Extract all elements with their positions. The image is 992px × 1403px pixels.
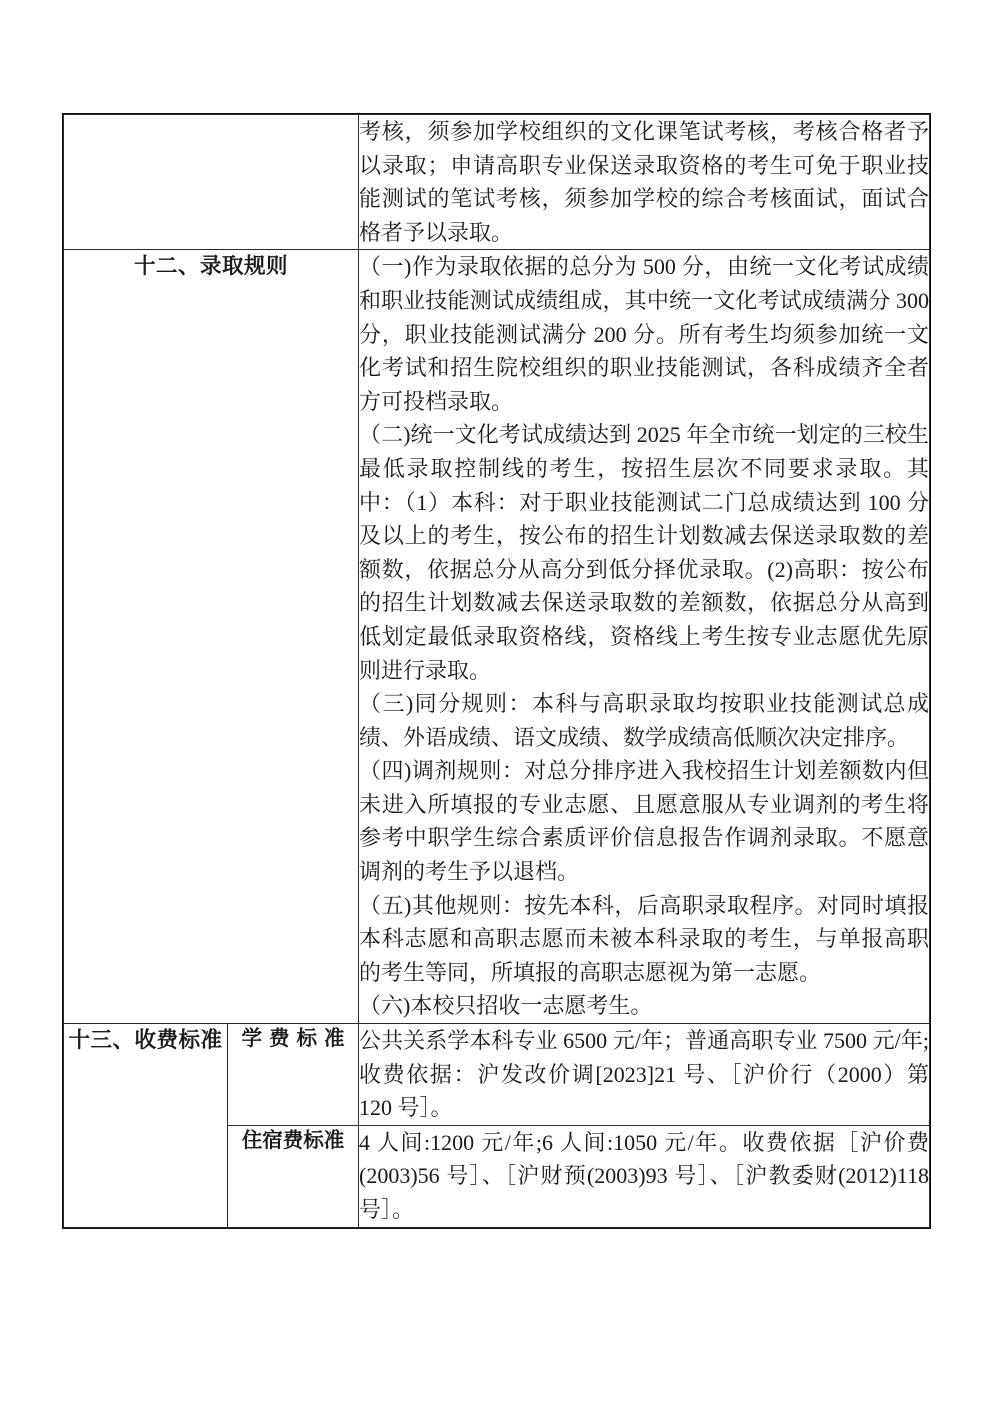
- admissions-info-table: [63, 114, 930, 1228]
- sublabel-accommodation-fee: 住宿费标准: [228, 1125, 359, 1227]
- continuation-body-cell: [359, 115, 930, 250]
- rule-item-1: （一)作为录取依据的总分为 500 分，由统一文化考试成绩和职业技能测试成绩组成，其中统一文化考试成绩满分 300 分，职业技能测试满分 200 分。所有考生均须参加统一文化考试和招生院校组织的职业技能测试，各科成绩齐全者方可投档录取。: [359, 254, 929, 414]
- continuation-paragraph: 考核，须参加学校组织的文化课笔试考核，考核合格者予以录取；申请高职专业保送录取资格的考生可免于职业技能测试的笔试考核，须参加学校的综合考核面试，面试合格者予以录取。: [359, 119, 929, 245]
- rule-item-6: （六)本校只招收一志愿考生。: [359, 993, 653, 1019]
- accommodation-fee-body-cell: [359, 1125, 930, 1227]
- sublabel-tuition-fee: 学费标准: [228, 1024, 359, 1126]
- rule-item-5: （五)其他规则：按先本科，后高职录取程序。对同时填报本科志愿和高职志愿而未被本科录取的考生，与单报高职的考生等同，所填报的高职志愿视为第一志愿。: [359, 892, 929, 985]
- section-label-admission-rules: 十二、录取规则: [64, 250, 359, 1024]
- rule-item-4: （四)调剂规则：对总分排序进入我校招生计划差额数内但未进入所填报的专业志愿、且愿意服从专业调剂的考生将参考中职学生综合素质评价信息报告作调剂录取。不愿意调剂的考生予以退档。: [359, 758, 929, 885]
- table-row: [64, 1024, 930, 1126]
- table-row: [64, 115, 930, 250]
- section-label-fee-standards: 十三、收费标准: [64, 1024, 228, 1228]
- tuition-fee-body-cell: [359, 1024, 930, 1126]
- rule-item-2: （二)统一文化考试成绩达到 2025 年全市统一划定的三校生最低录取控制线的考生，按招生层次不同要求录取。其中：（1）本科：对于职业技能测试二门总成绩达到 100 分及以上的考生，按公布的招生计划数减去保送录取数的差额数，依据总分从高分到低分择优录取。(2)高职：按公布的招生计划数减去保送录取数的差额数，依据总分从高到低划定最低录取资格线，资格线上考生按专业志愿优先原则进行录取。: [359, 422, 929, 683]
- continuation-label-cell: [64, 115, 359, 250]
- admission-rules-body-cell: [359, 250, 930, 1024]
- tuition-fee-paragraph: 公共关系学本科专业 6500 元/年；普通高职专业 7500 元/年;收费依据：沪发改价调[2023]21 号、［沪价行（2000）第 120 号］。: [359, 1028, 929, 1121]
- rule-item-3: （三)同分规则：本科与高职录取均按职业技能测试总成绩、外语成绩、语文成绩、数学成绩高低顺次决定排序。: [359, 691, 929, 750]
- accommodation-fee-paragraph: 4 人间:1200 元/年;6 人间:1050 元/年。收费依据［沪价费(2003)56 号］、［沪财预(2003)93 号］、［沪教委财(2012)118 号］。: [359, 1129, 929, 1222]
- table-row: [64, 250, 930, 1024]
